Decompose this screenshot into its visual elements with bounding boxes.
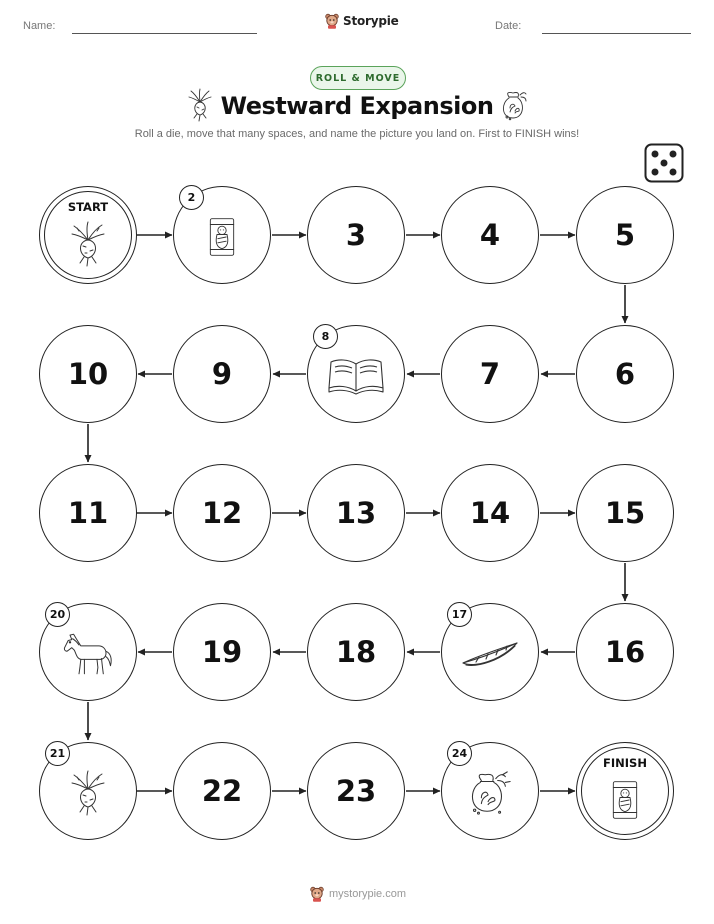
space-label: FINISH: [603, 756, 647, 770]
space-number: 5: [614, 218, 636, 252]
board-space: [173, 325, 271, 423]
board-space: [307, 464, 405, 562]
board-space: [576, 186, 674, 284]
space-number-badge: 24: [447, 741, 472, 766]
page-title: Westward Expansion: [220, 92, 494, 120]
space-number: 18: [335, 635, 377, 669]
space-number-badge: 2: [179, 185, 204, 210]
roll-and-move-badge: ROLL & MOVE: [310, 66, 406, 90]
space-label: START: [67, 200, 109, 214]
horse-icon: [61, 631, 115, 677]
board-space: [576, 325, 674, 423]
space-number: 3: [345, 218, 367, 252]
cradle-icon: [207, 216, 237, 258]
space-number: 4: [479, 218, 501, 252]
board-space: [39, 603, 137, 701]
space-number: 13: [335, 496, 377, 530]
board-space: [39, 742, 137, 840]
space-number-badge: 21: [45, 741, 70, 766]
board-space: [576, 464, 674, 562]
name-label: Name:: [23, 20, 56, 32]
finish-space: [576, 742, 674, 840]
space-number: 11: [67, 496, 109, 530]
instructions-text: Roll a die, move that many spaces, and name the picture you land on. First to FINISH wins!: [134, 128, 580, 140]
space-number: 19: [201, 635, 243, 669]
board-space: [441, 464, 539, 562]
space-number: 22: [201, 774, 243, 808]
board-space: [39, 325, 137, 423]
board-space: [173, 742, 271, 840]
board-space: [39, 464, 137, 562]
date-label: Date:: [495, 20, 522, 32]
board-space: [307, 603, 405, 701]
board-space: [173, 464, 271, 562]
storypie-bear-icon: [310, 886, 324, 902]
seed-bag-icon: [466, 769, 514, 817]
board-space: [576, 603, 674, 701]
board-space: [441, 325, 539, 423]
space-number: 23: [335, 774, 377, 808]
canoe-icon: [460, 637, 520, 671]
board-space: [441, 186, 539, 284]
space-number: 12: [201, 496, 243, 530]
turnip-icon: [68, 220, 108, 268]
footer: [310, 886, 406, 902]
space-number: 15: [604, 496, 646, 530]
space-number-badge: 8: [313, 324, 338, 349]
board-space: [307, 325, 405, 423]
board-space: [173, 186, 271, 284]
book-icon: [326, 356, 386, 396]
turnip-icon: [68, 769, 108, 817]
space-number: 10: [67, 357, 109, 391]
space-number-badge: 17: [447, 602, 472, 627]
board-space: [173, 603, 271, 701]
start-space: [39, 186, 137, 284]
board-space: [307, 186, 405, 284]
space-number: 7: [479, 357, 501, 391]
space-number-badge: 20: [45, 602, 70, 627]
space-number: 16: [604, 635, 646, 669]
space-number: 9: [211, 357, 233, 391]
board-space: [307, 742, 405, 840]
board-space: [441, 603, 539, 701]
space-number: 6: [614, 357, 636, 391]
board-space: [441, 742, 539, 840]
footer-url[interactable]: mystorypie.com: [329, 888, 407, 900]
cradle-icon: [610, 779, 640, 821]
brand-name: Storypie: [343, 14, 399, 28]
space-number: 14: [469, 496, 511, 530]
